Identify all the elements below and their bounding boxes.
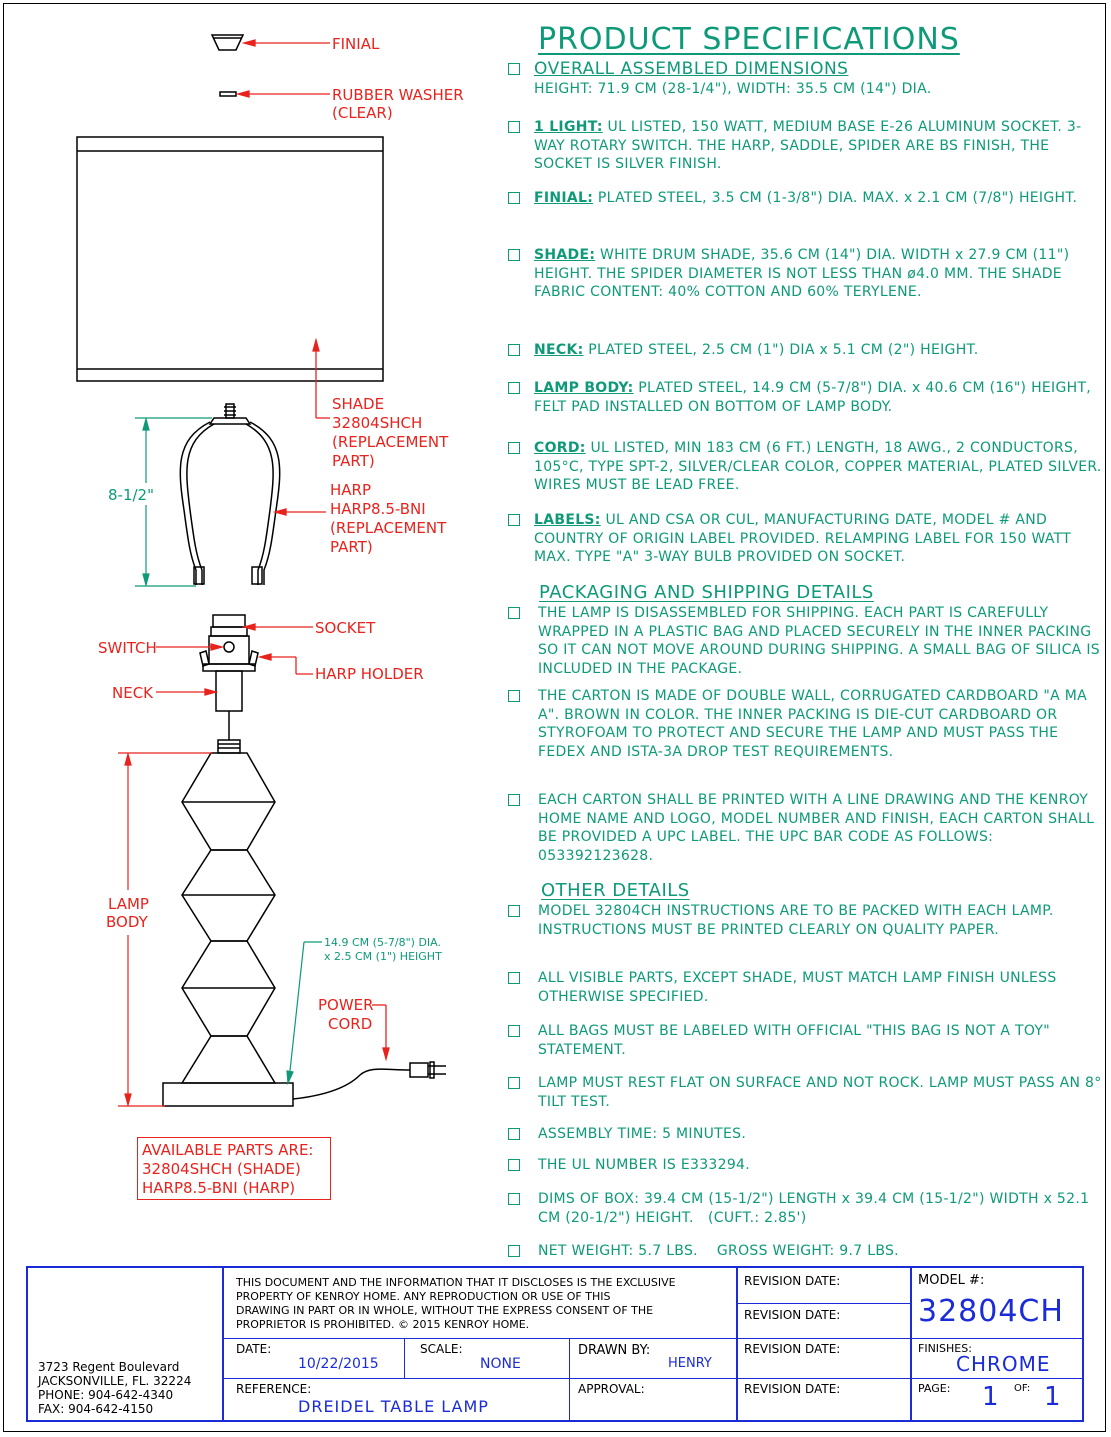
checkbox[interactable] <box>508 442 520 454</box>
spec-item-cord <box>508 439 1108 495</box>
socket-label: SOCKET <box>315 619 376 637</box>
finishes-value: CHROME <box>956 1352 1051 1376</box>
checkbox[interactable] <box>508 1193 520 1205</box>
date-label: DATE: <box>236 1342 272 1356</box>
checkbox[interactable] <box>508 63 520 75</box>
other-item-4 <box>508 1074 1108 1111</box>
spec-head: 1 LIGHT: <box>534 119 603 135</box>
other-item-5 <box>508 1125 1108 1144</box>
spec-head: CORD: <box>534 440 586 456</box>
checkbox[interactable] <box>508 249 520 261</box>
washer-shape <box>220 92 236 96</box>
reference-value: DREIDEL TABLE LAMP <box>298 1397 489 1416</box>
harp-label-line-4: PART) <box>330 538 373 556</box>
spec-head: SHADE: <box>534 247 596 263</box>
spec-head: FINIAL: <box>534 190 594 206</box>
harp-dimension-label: 8-1/2" <box>108 486 154 504</box>
finishes-label: FINISHES: <box>918 1342 972 1355</box>
other-text: ALL BAGS MUST BE LABELED WITH OFFICIAL "THIS BAG IS NOT A TOY" STATEMENT. <box>538 1023 1050 1058</box>
checkbox[interactable] <box>508 1025 520 1037</box>
drawn-by-label: DRAWN BY: <box>578 1343 651 1358</box>
power-cord-label-line-2: CORD <box>328 1015 373 1033</box>
packaging-item-1 <box>508 604 1108 678</box>
available-parts-title: AVAILABLE PARTS ARE: <box>142 1141 314 1159</box>
revision-date-label-1: REVISION DATE: <box>744 1274 841 1288</box>
checkbox[interactable] <box>508 1077 520 1089</box>
rubber-washer-label: RUBBER WASHER <box>332 86 464 104</box>
other-text: ASSEMBLY TIME: 5 MINUTES. <box>538 1126 747 1142</box>
spec-head: OVERALL ASSEMBLED DIMENSIONS <box>534 59 849 79</box>
other-item-3 <box>508 1022 1108 1059</box>
page-label: PAGE: <box>918 1382 951 1395</box>
shade-label-line-4: PART) <box>332 452 375 470</box>
socket-shape <box>200 615 258 671</box>
other-item-8 <box>508 1242 1108 1261</box>
other-text: NET WEIGHT: 5.7 LBS. GROSS WEIGHT: 9.7 LBS. <box>538 1243 899 1259</box>
shade-label-line-3: (REPLACEMENT <box>332 433 449 451</box>
available-parts-harp: HARP8.5-BNI (HARP) <box>142 1179 296 1197</box>
spec-item-labels <box>508 511 1108 567</box>
model-value: 32804CH <box>918 1294 1064 1329</box>
checkbox[interactable] <box>508 905 520 917</box>
date-value: 10/22/2015 <box>298 1356 379 1372</box>
checkbox[interactable] <box>508 1128 520 1140</box>
lamp-body-shape <box>163 753 293 1106</box>
switch-label: SWITCH <box>98 639 157 657</box>
shade-shape <box>77 137 383 381</box>
spec-text: UL LISTED, MIN 183 CM (6 FT.) LENGTH, 18 AWG., 2 CONDUCTORS, 105°C, TYPE SPT-2, SILVER/CLEAR COLOR, COPPER MATERIAL, PLATED SILVER. WIRES MUST BE LEAD FREE. <box>534 440 1102 493</box>
checkbox[interactable] <box>508 344 520 356</box>
packaging-text: EACH CARTON SHALL BE PRINTED WITH A LINE DRAWING AND THE KENROY HOME NAME AND LOGO, MODEL NUMBER AND FINISH, EACH CARTON SHALL BE PROVIDED A UPC LABEL. THE UPC BAR CODE AS FOLLOWS: 053392123628. <box>538 792 1095 864</box>
neck-label: NECK <box>112 684 154 702</box>
packaging-item-3 <box>508 791 1108 865</box>
available-parts-shade: 32804SHCH (SHADE) <box>142 1160 301 1178</box>
notice-line-4: PROPRIETOR IS PROHIBITED. © 2015 KENROY HOME. <box>236 1318 530 1331</box>
revision-date-label-3: REVISION DATE: <box>744 1342 841 1356</box>
reference-label: REFERENCE: <box>236 1382 312 1396</box>
other-details-section-title: OTHER DETAILS <box>541 880 690 901</box>
checkbox[interactable] <box>508 1159 520 1171</box>
lamp-body-label-line-2: BODY <box>106 913 148 931</box>
address-line-1: 3723 Regent Boulevard <box>38 1360 180 1374</box>
shade-label-line-2: 32804SHCH <box>332 414 423 432</box>
spec-item-light <box>508 118 1108 174</box>
checkbox[interactable] <box>508 607 520 619</box>
power-cord-label-line-1: POWER <box>318 996 374 1014</box>
power-cord-shape <box>293 1069 410 1099</box>
other-item-7 <box>508 1190 1108 1227</box>
spec-text: HEIGHT: 71.9 CM (28-1/4"), WIDTH: 35.5 CM (14") DIA. <box>534 80 932 97</box>
available-parts-box <box>137 1137 331 1200</box>
packaging-text: THE CARTON IS MADE OF DOUBLE WALL, CORRUGATED CARDBOARD "A MA A". BROWN IN COLOR. THE INNER PACKING IS DIE-CUT CARDBOARD OR STYROFOAM TO PROTECT AND SECURE THE LAMP AND MUST PASS THE FEDEX AND ISTA-3A DROP TEST REQUIREMENTS. <box>538 688 1087 760</box>
packaging-section-title: PACKAGING AND SHIPPING DETAILS <box>539 582 874 603</box>
model-label: MODEL #: <box>918 1273 985 1288</box>
checkbox[interactable] <box>508 1245 520 1257</box>
rubber-washer-sublabel: (CLEAR) <box>332 104 393 122</box>
harp-label-line-2: HARP8.5-BNI <box>330 500 426 518</box>
title-block <box>26 1266 1084 1422</box>
packaging-item-2 <box>508 687 1108 761</box>
spec-text: PLATED STEEL, 2.5 CM (1") DIA x 5.1 CM (2") HEIGHT. <box>588 342 979 358</box>
scale-label: SCALE: <box>420 1342 463 1356</box>
spec-head: NECK: <box>534 342 584 358</box>
checkbox[interactable] <box>508 972 520 984</box>
notice-line-1: THIS DOCUMENT AND THE INFORMATION THAT IT DISCLOSES IS THE EXCLUSIVE <box>236 1276 676 1289</box>
finial-label: FINIAL <box>332 35 380 53</box>
page-value: 1 <box>982 1382 999 1412</box>
spec-text: UL AND CSA OR CUL, MANUFACTURING DATE, MODEL # AND COUNTRY OF ORIGIN LABEL PROVIDED. RELAMPING LABEL FOR 150 WATT MAX. TYPE "A" 3-WAY BULB PROVIDED ON SOCKET. <box>534 512 1072 565</box>
harp-holder-label: HARP HOLDER <box>315 665 424 683</box>
checkbox[interactable] <box>508 382 520 394</box>
spec-item-lamp-body <box>508 379 1108 416</box>
spec-text: PLATED STEEL, 3.5 CM (1-3/8") DIA. MAX. x 2.1 CM (7/8") HEIGHT. <box>597 190 1078 206</box>
address-line-3: PHONE: 904-642-4340 <box>38 1388 174 1402</box>
base-dimension-line-1: 14.9 CM (5-7/8") DIA. <box>324 936 442 949</box>
of-label: OF: <box>1014 1383 1031 1394</box>
harp-label-line-1: HARP <box>330 481 372 499</box>
checkbox[interactable] <box>508 794 520 806</box>
other-item-2 <box>508 969 1108 1006</box>
revision-date-label-4: REVISION DATE: <box>744 1382 841 1396</box>
approval-label: APPROVAL: <box>578 1382 645 1396</box>
checkbox[interactable] <box>508 192 520 204</box>
spec-head: LABELS: <box>534 512 601 528</box>
harp-shape <box>180 404 279 585</box>
of-value: 1 <box>1044 1382 1061 1412</box>
spec-text: PLATED STEEL, 14.9 CM (5-7/8") DIA. x 40.6 CM (16") HEIGHT, FELT PAD INSTALLED ON BOTTOM OF LAMP BODY. <box>534 380 1092 415</box>
checkbox[interactable] <box>508 690 520 702</box>
spec-head: LAMP BODY: <box>534 380 634 396</box>
other-text: MODEL 32804CH INSTRUCTIONS ARE TO BE PACKED WITH EACH LAMP. INSTRUCTIONS MUST BE PRINTED CLEARLY ON QUALITY PAPER. <box>538 903 1054 938</box>
spec-item-shade <box>508 246 1108 302</box>
spec-text: WHITE DRUM SHADE, 35.6 CM (14") DIA. WIDTH x 27.9 CM (11") HEIGHT. THE SPIDER DIAMETER IS NOT LESS THAN ø4.0 MM. THE SHADE FABRIC CONTENT: 40% COTTON AND 60% TERYLENE. <box>534 247 1070 300</box>
spec-item-finial <box>508 189 1108 208</box>
spec-text: UL LISTED, 150 WATT, MEDIUM BASE E-26 ALUMINUM SOCKET. 3-WAY ROTARY SWITCH. THE HARP, SADDLE, SPIDER ARE BS FINISH, THE SOCKET IS SILVER FINISH. <box>534 119 1082 172</box>
other-text: LAMP MUST REST FLAT ON SURFACE AND NOT ROCK. LAMP MUST PASS AN 8° TILT TEST. <box>538 1075 1102 1110</box>
spec-item-dimensions <box>508 60 1108 98</box>
other-text: ALL VISIBLE PARTS, EXCEPT SHADE, MUST MATCH LAMP FINISH UNLESS OTHERWISE SPECIFIED. <box>538 970 1057 1005</box>
base-dimension-line-2: x 2.5 CM (1") HEIGHT <box>324 950 442 963</box>
checkbox[interactable] <box>508 514 520 526</box>
scale-value: NONE <box>480 1356 521 1372</box>
spec-item-neck <box>508 341 1108 360</box>
other-item-6 <box>508 1156 1108 1175</box>
notice-line-2: PROPERTY OF KENROY HOME. ANY REPRODUCTION OR USE OF THIS <box>236 1290 611 1303</box>
harp-label-line-3: (REPLACEMENT <box>330 519 447 537</box>
shade-label-line-1: SHADE <box>332 395 385 413</box>
address-line-2: JACKSONVILLE, FL. 32224 <box>38 1374 192 1388</box>
address-line-4: FAX: 904-642-4150 <box>38 1402 154 1416</box>
notice-line-3: DRAWING IN PART OR IN WHOLE, WITHOUT THE EXPRESS CONSENT OF THE <box>236 1304 654 1317</box>
other-text: DIMS OF BOX: 39.4 CM (15-1/2") LENGTH x 39.4 CM (15-1/2") WIDTH x 52.1 CM (20-1/2") HEIGHT. (CUFT.: 2.85') <box>538 1191 1095 1226</box>
other-text: THE UL NUMBER IS E333294. <box>538 1157 751 1173</box>
neck-shape <box>216 671 242 711</box>
checkbox[interactable] <box>508 121 520 133</box>
packaging-text: THE LAMP IS DISASSEMBLED FOR SHIPPING. EACH PART IS CAREFULLY WRAPPED IN A PLASTIC BAG AND PLACED SECURELY IN THE INNER PACKING SO IT CAN NOT MOVE AROUND DURING SHIPPING. A SMALL BAG OF SILICA IS INCLUDED IN THE PACKAGE. <box>538 605 1100 677</box>
revision-date-label-2: REVISION DATE: <box>744 1308 841 1322</box>
other-item-1 <box>508 902 1108 939</box>
product-specifications-title: PRODUCT SPECIFICATIONS <box>538 22 960 57</box>
drawn-by-value: HENRY <box>668 1356 712 1371</box>
lamp-body-label-line-1: LAMP <box>108 895 149 913</box>
